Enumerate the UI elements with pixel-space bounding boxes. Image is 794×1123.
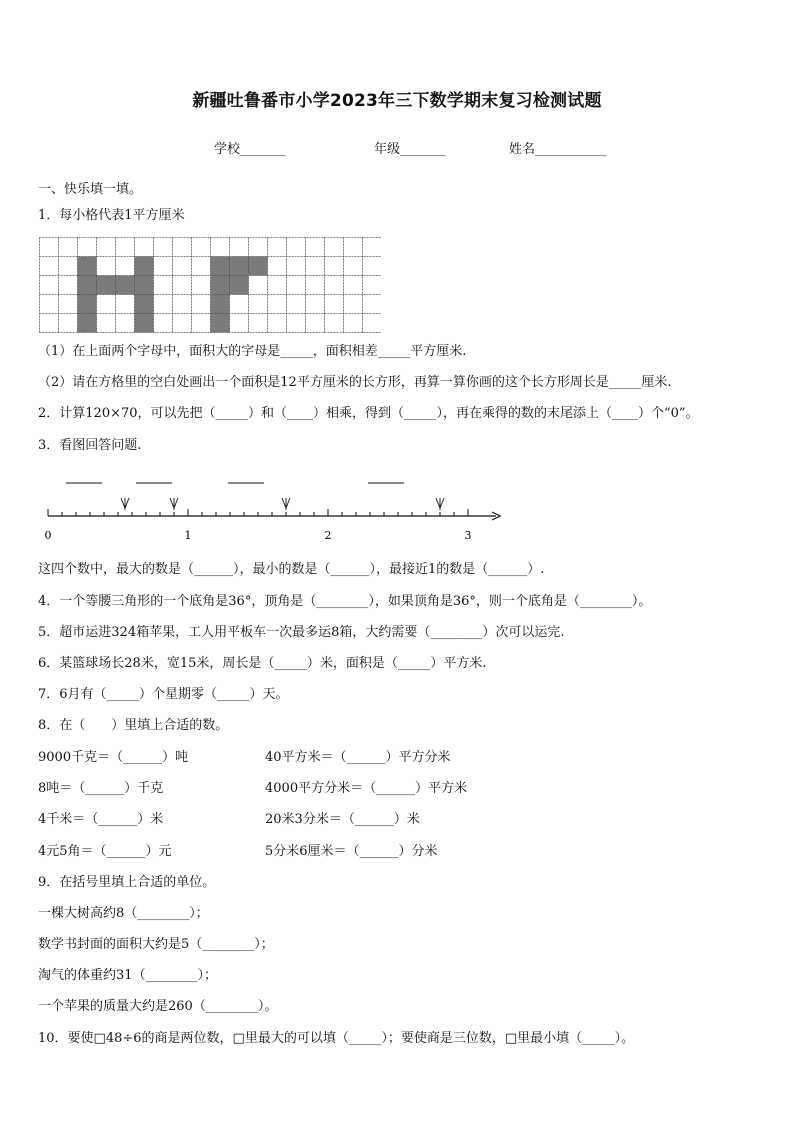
conversion-left-1: 9000千克＝（______）吨 — [38, 750, 189, 765]
conversion-right-3: 20米3分米＝（______）米 — [265, 812, 420, 827]
unit-item-1: 一棵大树高约8（________）； — [38, 906, 209, 921]
question-2: 2．计算120×70，可以先把（_____）和（____）相乘，得到（_____），再在乘得的数的末尾添上（____）个“0”。 — [38, 406, 699, 421]
shaded-cell — [211, 257, 230, 276]
grid-svg — [39, 237, 381, 333]
shaded-cell — [211, 295, 230, 314]
shaded-cell — [249, 257, 268, 276]
square-grid-figure — [39, 237, 381, 337]
shaded-cell — [78, 314, 97, 333]
number-line-figure — [30, 470, 510, 550]
conversion-left-2: 8吨＝（______）千克 — [38, 781, 164, 796]
question-9-stem: 9．在括号里填上合适的单位。 — [38, 875, 216, 890]
tick-label-3: 3 — [464, 529, 472, 542]
question-1-sub1: （1）在上面两个字母中，面积大的字母是_____，面积相差_____平方厘米. — [38, 344, 467, 359]
question-1-sub2: （2）请在方格里的空白处画出一个面积是12平方厘米的长方形，再算一算你画的这个长方形周长是_____厘米. — [38, 375, 672, 390]
question-10: 10．要使□48÷6的商是两位数，□里最大的可以填（_____）；要使商是三位数，□里最小填（_____）。 — [38, 1031, 635, 1046]
shaded-cell — [211, 314, 230, 333]
pointer-arrow — [121, 498, 129, 510]
shaded-cell — [78, 276, 97, 295]
question-1-stem: 1．每小格代表1平方厘米 — [38, 208, 185, 223]
question-8-stem: 8．在（ ）里填上合适的数。 — [38, 718, 229, 733]
conversion-right-2: 4000平方分米＝（______）平方米 — [265, 781, 468, 796]
shaded-cell — [135, 276, 154, 295]
school-field: 学校_______ — [214, 142, 286, 157]
page-title: 新疆吐鲁番市小学2023年三下数学期末复习检测试题 — [192, 91, 602, 111]
shaded-cell — [116, 276, 135, 295]
shaded-cell — [97, 276, 116, 295]
shaded-cell — [230, 276, 249, 295]
tick-label-1: 1 — [184, 529, 192, 542]
shaded-cell — [135, 257, 154, 276]
question-3-stem: 3．看图回答问题. — [38, 438, 142, 453]
unit-item-4: 一个苹果的质量大约是260（________）。 — [38, 999, 278, 1014]
grade-field: 年级_______ — [374, 142, 446, 157]
question-6: 6．某篮球场长28米，宽15米，周长是（_____）米，面积是（_____）平方米. — [38, 656, 487, 671]
shaded-cell — [230, 257, 249, 276]
pointer-arrow — [436, 498, 444, 510]
number-line-svg — [30, 470, 510, 546]
pointer-arrow — [170, 498, 178, 510]
conversion-left-4: 4元5角＝（______）元 — [38, 844, 172, 859]
tick-label-2: 2 — [324, 529, 332, 542]
conversion-left-3: 4千米＝（______）米 — [38, 812, 164, 827]
question-3-answer: 这四个数中，最大的数是（______），最小的数是（______），最接近1的数是（______）. — [38, 562, 545, 577]
name-field: 姓名___________ — [509, 142, 607, 157]
question-7: 7．6月有（_____）个星期零（_____）天。 — [38, 687, 289, 702]
shaded-cell — [135, 314, 154, 333]
unit-item-3: 淘气的体重约31（________）； — [38, 968, 218, 983]
section-heading: 一、快乐填一填。 — [38, 182, 143, 197]
tick-label-0: 0 — [44, 529, 52, 542]
conversion-right-4: 5分米6厘米＝（______）分米 — [265, 844, 438, 859]
shaded-cell — [211, 276, 230, 295]
shaded-cell — [78, 257, 97, 276]
pointer-arrow — [282, 498, 290, 510]
shaded-cell — [135, 295, 154, 314]
question-4: 4．一个等腰三角形的一个底角是36°，顶角是（________），如果顶角是36°，则一个底角是（________）。 — [38, 594, 652, 609]
shaded-cell — [78, 295, 97, 314]
conversion-right-1: 40平方米＝（______）平方分米 — [265, 750, 451, 765]
unit-item-2: 数学书封面的面积大约是5（________）； — [38, 937, 274, 952]
question-5: 5．超市运进324箱苹果，工人用平板车一次最多运8箱，大约需要（________）次可以运完. — [38, 625, 565, 640]
